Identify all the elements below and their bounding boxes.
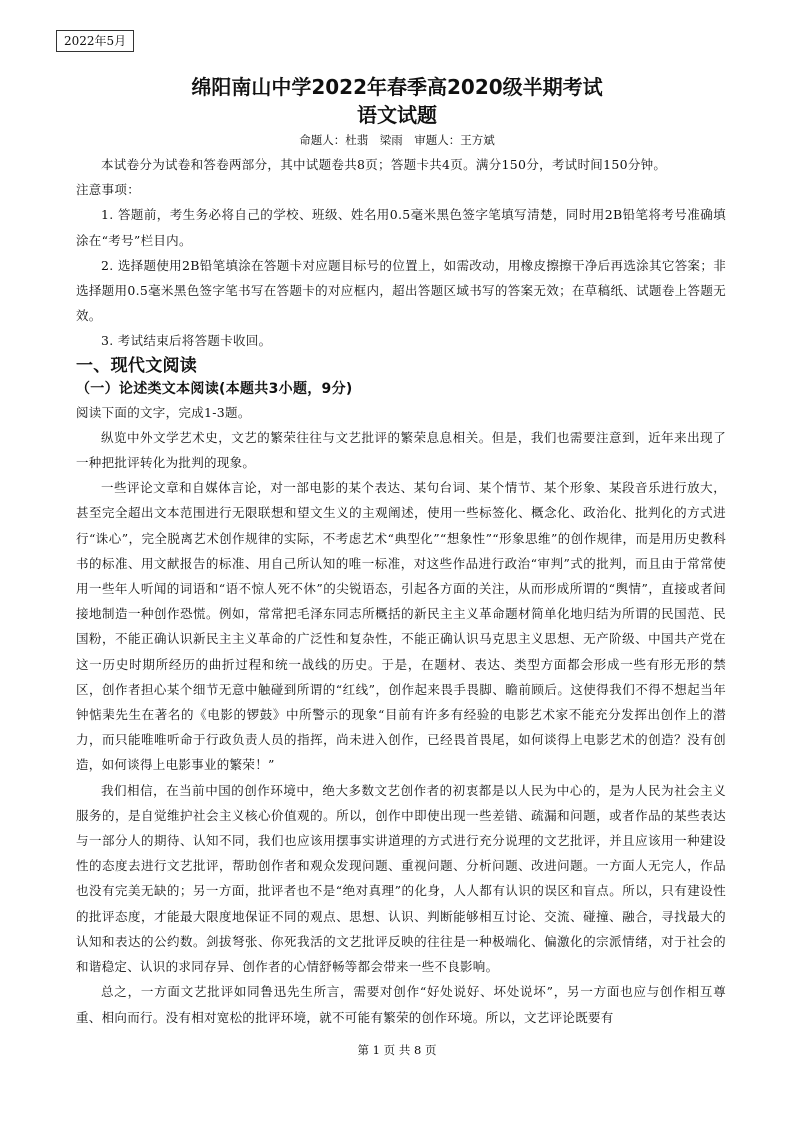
article-paragraph-4: 总之，一方面文艺批评如同鲁迅先生所言，需要对创作“好处说好、坏处说坏”，另一方面也应与创作相互尊重、相向而行。没有相对宽松的批评环境，就不可能有繁荣的创作环境。所以，文艺评论既要有 bbox=[76, 984, 726, 1025]
reading-instruction: 阅读下面的文字，完成1-3题。 bbox=[76, 404, 251, 420]
notice-item-1: 1. 答题前，考生务必将自己的学校、班级、姓名用0.5毫米黑色签字笔填写清楚，同时用2B铅笔将考号准确填涂在“考号”栏目内。 bbox=[76, 207, 726, 248]
exam-date-box: 2022年5月 bbox=[56, 30, 134, 52]
notice-item-3: 3. 考试结束后将答题卡收回。 bbox=[101, 333, 272, 349]
exam-authors: 命题人：杜翡 梁雨 审题人：王方斌 bbox=[299, 133, 495, 147]
page-number: 第 1 页 共 8 页 bbox=[357, 1043, 437, 1057]
intro-line: 本试卷分为试卷和答卷两部分，其中试题卷共8页；答题卡共4页。满分150分，考试时间150分钟。 bbox=[101, 157, 667, 172]
article-paragraph-3: 我们相信，在当前中国的创作环境中，绝大多数文艺创作者的初衷都是以人民为中心的，是为人民为社会主义服务的，是自觉维护社会主义核心价值观的。所以，创作中即使出现一些差错、疏漏和问题，或者作品的某些表达与一部分人的期待、认知不同，我们也应该用摆事实讲道理的方式进行充分说理的文艺批评，并且应该用一种建设性的态度去进行文艺批评，帮助创作者和观众发现问题、重视问题、分析问题、改进问题。一方面人无完人，作品也没有完美无缺的；另一方面，批评者也不是“绝对真理”的化身，人人都有认识的误区和盲点。所以，只有建设性的批评态度，才能最大限度地保证不同的观点、思想、认识、判断能够相互讨论、交流、碰撞、融合，寻找最大的认知和表达的公约数。剑拔弩张、你死我活的文艺批评反映的往往是一种极端化、偏激化的宗派情绪，对于社会的和谐稳定、认识的求同存异、创作者的心情舒畅等都会带来一些不良影响。 bbox=[76, 782, 726, 975]
article-paragraph-2: 一些评论文章和自媒体言论，对一部电影的某个表达、某句台词、某个情节、某个形象、某段音乐进行放大，甚至完全超出文本范围进行无限联想和望文生义的主观阐述，使用一些标签化、概念化、政治化、批判化的方式进行“诛心”，完全脱离艺术创作规律的实际，不考虑艺术“典型化”“想象性”“形象思维”的创作规律，而是用历史教科书的标准、用文献报告的标准、用自己所认知的唯一标准，对这些作品进行政治“审判”式的批判，而且由于常常使用一些年人听闻的词语和“语不惊人死不休”的尖锐语态，引起各方面的关注，从而形成所谓的“舆情”，直接或者间接地制造一种创作恐慌。例如，常常把毛泽东同志所概括的新民主主义革命题材简单化地归结为所谓的民国范、民国粉，不能正确认识新民主主义革命的广泛性和复杂性，不能正确认识马克思主义思想、无产阶级、中国共产党在这一历史时期所经历的曲折过程和统一战线的历史。于是，在题材、表达、类型方面都会形成一些有形无形的禁区，创作者担心某个细节无意中触碰到所谓的“红线”，创作起来畏手畏脚、瞻前顾后。这使得我们不得不想起当年钟惦棐先生在著名的《电影的锣鼓》中所警示的现象“目前有许多有经验的电影艺术家不能充分发挥出创作上的潜力，而只能唯唯听命于行政负责人员的指挥，尚未进入创作，已经畏首畏尾，如何谈得上电影艺术的创造？没有创造，如何谈得上电影事业的繁荣！” bbox=[76, 480, 726, 773]
exam-subtitle: 语文试题 bbox=[357, 103, 437, 127]
page-content bbox=[76, 152, 726, 1030]
section-heading: 一、现代文阅读 bbox=[76, 355, 198, 376]
subsection-heading: （一）论述类文本阅读(本题共3小题，9分) bbox=[76, 380, 353, 397]
notice-item-2: 2. 选择题使用2B铅笔填涂在答题卡对应题目标号的位置上，如需改动，用橡皮擦擦干净后再选涂其它答案；非选择题用0.5毫米黑色签字笔书写在答题卡的对应框内，超出答题区域书写的答案无效；在草稿纸、试题卷上答题无效。 bbox=[76, 257, 726, 324]
exam-title: 绵阳南山中学2022年春季高2020级半期考试 bbox=[191, 75, 603, 99]
notice-label: 注意事项： bbox=[76, 182, 141, 198]
article-paragraph-1: 纵览中外文学艺术史，文艺的繁荣往往与文艺批评的繁荣息息相关。但是，我们也需要注意到，近年来出现了一种把批评转化为批判的现象。 bbox=[76, 429, 726, 471]
